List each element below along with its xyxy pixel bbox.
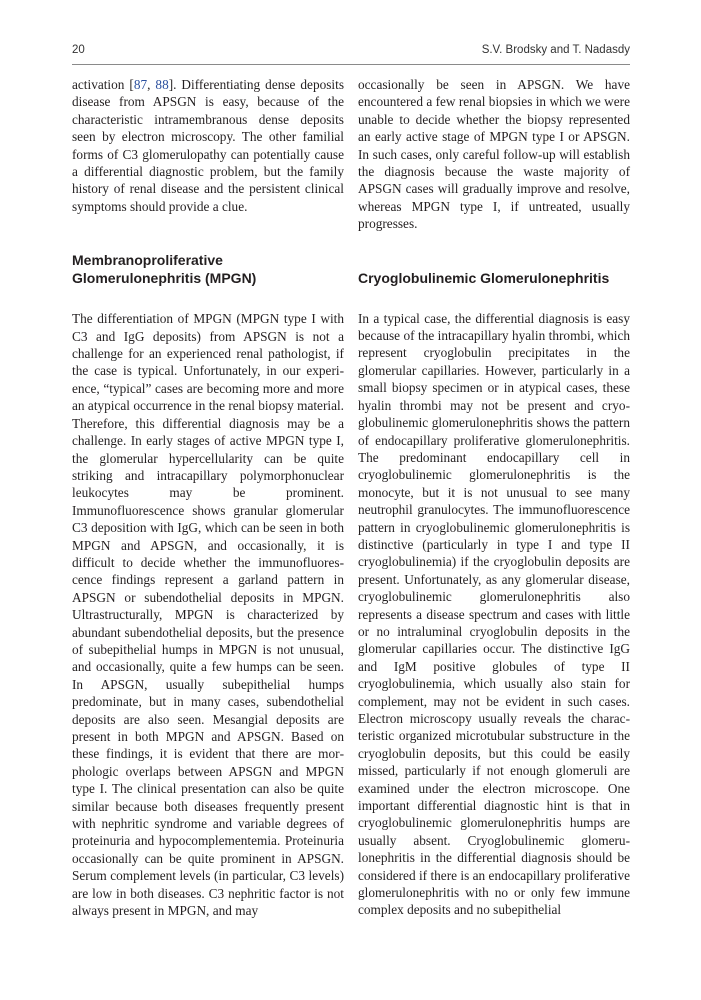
continued-paragraph: occasionally be seen in APSGN. We have encountered a few renal biopsies in which we were unable to decide whether the biopsy represented an early active stage of MPGN type I or APSGN. In such cases, only careful follow-up will establish the diagnosis because the waste majority of APSGN cases will gradually improve and resolve, whereas MPGN type I, if untreated, usually progresses. — [358, 77, 630, 232]
citation-separator: , — [147, 77, 156, 92]
intro-paragraph — [72, 76, 344, 215]
intro-text-rest: ]. Differentiating dense deposits disease from APSGN is easy, because of the characteristic intramembranous dense deposits seen by electron microscopy. The other familial forms of C3 glomerulopathy can potentially cause a differential diagnostic problem, but the family history of renal disease and the persistent clinical symptoms should provide a clue. — [72, 77, 344, 214]
header-rule — [72, 64, 630, 65]
section-heading-cryoglobulinemic: Cryoglobulinemic Glomerulonephritis — [358, 269, 610, 286]
mpgn-paragraph: The differentiation of MPGN (MPGN type I with C3 and IgG deposits) from APSGN is not a challenge for an experienced renal pathologist, if the case is typical. Unfortunately, in our experience, “typical” cases are becoming more and more an atypical occurrence in the renal biopsy material. Therefore, this differential diagnosis may be a challenge. In early stages of active MPGN type I, the glomerular hypercellularity can be quite striking and intracapillary polymorphonuclear leukocytes may be prominent. Immunofluorescence shows granular glomerular C3 deposition with IgG, which can be seen in both MPGN and APSGN, and occasionally, it is difficult to decide whether the immunofluorescence findings represent a garland pattern in APSGN or subendothelial deposits in MPGN. Ultrastructurally, MPGN is characterized by abundant subendothelial deposits, but the presence of subepithelial humps in MPGN is not unusual, and occasionally, quite a few humps can be seen. In APSGN, usually subepithelial humps predominate, but in many cases, subendothelial deposits are also seen. Mesangial deposits are present in both MPGN and APSGN. Based on these findings, it is evident that there are morphologic overlaps between APSGN and MPGN type I. The clinical presentation can also be quite similar because both diseases frequently present with nephritic syndrome and variable degrees of proteinuria and hypocomplementemia. Proteinuria occasionally can be quite prominent in APSGN. Serum complement levels (in particular, C3 levels) are low in both diseases. C3 nephritic factor is not always present in MPGN, and may — [72, 311, 344, 919]
citation-link-87[interactable]: 87 — [133, 77, 148, 92]
running-head-authors: S.V. Brodsky and T. Nadasdy — [481, 44, 630, 56]
right-column — [358, 76, 630, 919]
page-number: 20 — [72, 44, 85, 56]
citation-link-88[interactable]: 88 — [155, 77, 169, 92]
left-column — [72, 76, 344, 919]
page-header — [72, 44, 630, 62]
section-heading-mpgn: Membranoproliferative Glomerulonephritis (MPGN) — [72, 252, 257, 287]
cryoglobulinemic-paragraph: In a typical case, the differential diagnosis is easy because of the intracapillary hyalin thrombi, which represent cryoglobulin precipitates in the glomerular capillaries. However, particularly in a small biopsy specimen or in atypical cases, these hyalin thrombi may not be present and cryoglobulinemic glomerulonephritis shows the pattern of endocapillary proliferative glomerulonephritis. The predominant endocapillary cell in cryoglobulinemic glomerulonephritis is the monocyte, but it is not unusual to see many neutrophil granulocytes. The immunofluorescence pattern in cryoglobulinemic glomerulonephritis is distinctive (particularly in type I and type II cryoglobulinemia) if the cryoglobulin deposits are present. Unfortunately, as any glomerular disease, cryoglobulinemic glomerulonephritis also represents a disease spectrum and cases with little or no intraluminal cryoglobulin deposits in the glomerular capillaries occur. The distinctive IgG and IgM positive globules of type II cryoglobulinemia, which usually also stain for complement, may not be evident in such cases. Electron microscopy usually reveals the characteristic organized microtubular substructure in the cryoglobulin deposits, but this could be easily missed, particularly if not enough glomeruli are examined under the electron microscope. One important differential diagnostic hint is that in cryoglobulinemic glomerulonephritis humps are usually absent. Cryoglobulinemic glomerulonephritis in the differential diagnosis should be considered if there is an endocapillary proliferative glomerulonephritis with no or only few immune complex deposits and no subepithelial — [358, 310, 630, 918]
intro-text-start: activation [ — [72, 77, 134, 92]
